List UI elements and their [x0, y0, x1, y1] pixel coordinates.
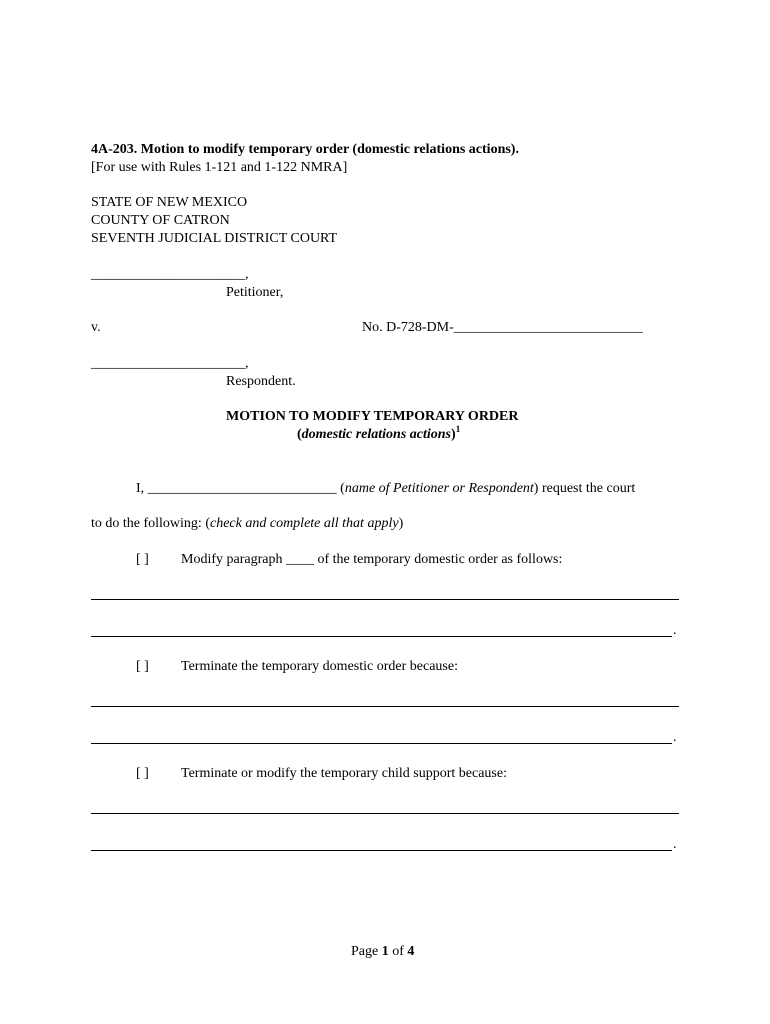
- instruction-line: [91, 515, 403, 533]
- respondent-name-line[interactable]: ______________________,: [91, 356, 249, 371]
- instruction-suffix: ): [398, 516, 404, 531]
- footnote-reference: 1: [455, 424, 461, 434]
- instruction-prefix: to do the following: (: [91, 516, 210, 531]
- option-2-period: .: [673, 730, 677, 745]
- page-total: 4: [407, 944, 415, 959]
- court-district: SEVENTH JUDICIAL DISTRICT COURT: [91, 231, 338, 246]
- option-3-period: .: [673, 837, 677, 852]
- page-current: 1: [381, 944, 389, 959]
- option-2-label: Terminate the temporary domestic order because:: [181, 659, 458, 674]
- option-2-answer-line-2[interactable]: [91, 743, 672, 744]
- page-prefix: Page: [351, 944, 382, 959]
- form-title: 4A-203. Motion to modify temporary order (domestic relations actions).: [91, 142, 519, 157]
- respondent-label: Respondent.: [226, 374, 296, 389]
- motion-subtitle-text: domestic relations actions: [301, 427, 452, 442]
- option-2-checkbox[interactable]: [ ]: [136, 659, 149, 674]
- option-2-answer-line-1[interactable]: [91, 706, 679, 707]
- page-of: of: [388, 944, 408, 959]
- motion-title: MOTION TO MODIFY TEMPORARY ORDER: [226, 409, 519, 424]
- court-state: STATE OF NEW MEXICO: [91, 195, 248, 210]
- option-3-answer-line-2[interactable]: [91, 850, 672, 851]
- option-1-period: .: [673, 623, 677, 638]
- option-1-checkbox[interactable]: [ ]: [136, 552, 149, 567]
- instruction-italic: check and complete all that apply: [210, 516, 399, 531]
- intro-suffix: ) request the court: [533, 481, 636, 496]
- option-3-answer-line-1[interactable]: [91, 813, 679, 814]
- case-number-field[interactable]: No. D-728-DM-___________________________: [362, 320, 643, 335]
- intro-italic: name of Petitioner or Respondent: [344, 481, 534, 496]
- option-1-answer-line-2[interactable]: [91, 636, 672, 637]
- versus-label: v.: [91, 320, 101, 335]
- intro-line: [136, 480, 635, 498]
- option-1-label: Modify paragraph ____ of the temporary domestic order as follows:: [181, 552, 563, 567]
- page-number: [351, 943, 414, 961]
- petitioner-name-line[interactable]: ______________________,: [91, 267, 249, 282]
- petitioner-label: Petitioner,: [226, 285, 284, 300]
- option-3-label: Terminate or modify the temporary child support because:: [181, 766, 507, 781]
- court-county: COUNTY OF CATRON: [91, 213, 230, 228]
- motion-subtitle: (domestic relations actions)$^1$: [297, 424, 461, 442]
- intro-prefix[interactable]: I, ___________________________ (: [136, 481, 345, 496]
- option-1-answer-line-1[interactable]: [91, 599, 679, 600]
- option-3-checkbox[interactable]: [ ]: [136, 766, 149, 781]
- form-subtitle: [For use with Rules 1-121 and 1-122 NMRA]: [91, 160, 348, 175]
